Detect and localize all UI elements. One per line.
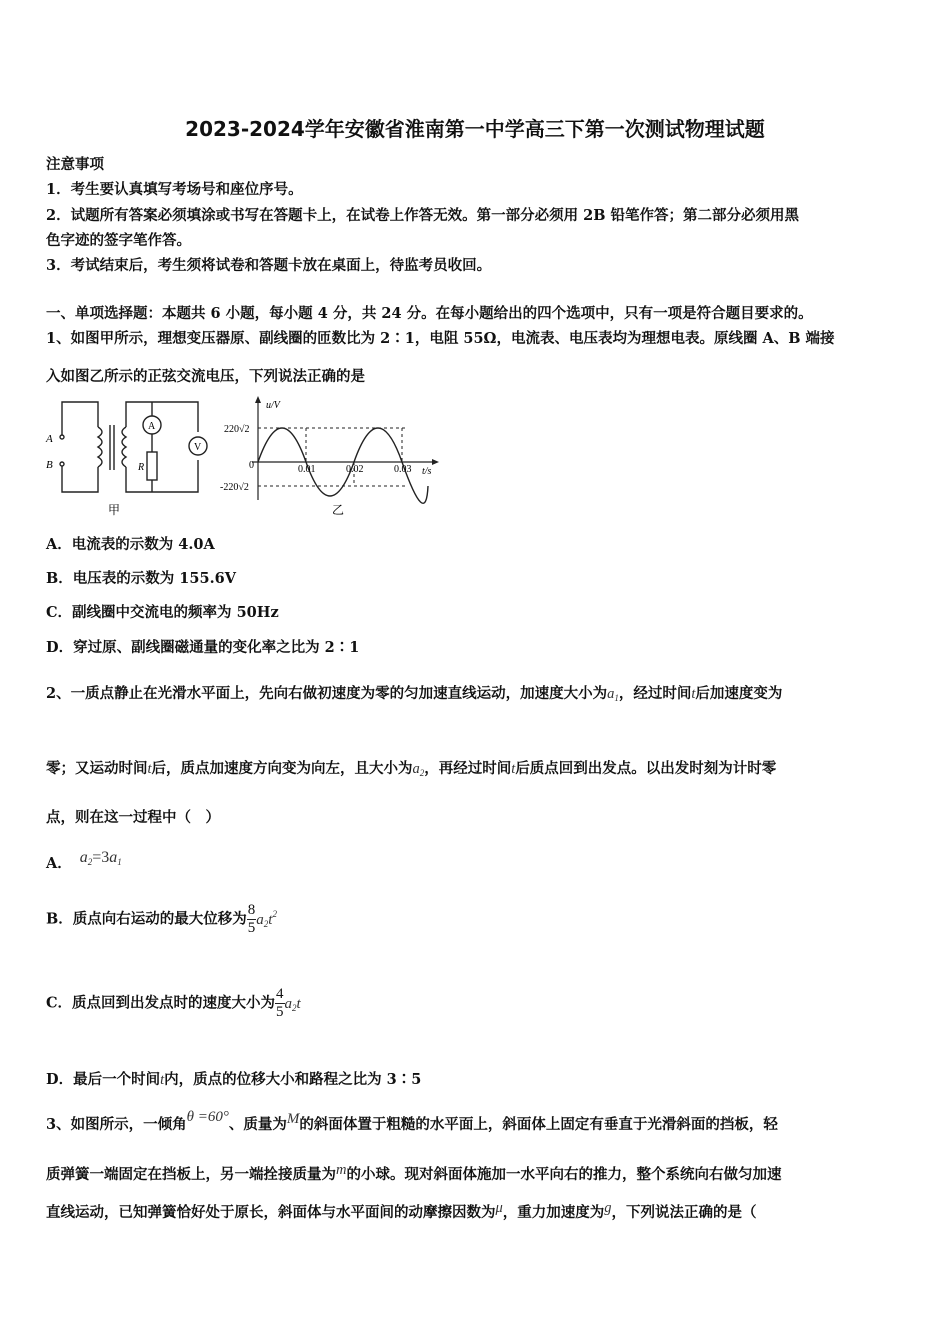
- option-c: C．副线圈中交流电的频率为 50Hz: [46, 604, 279, 621]
- figure-caption-right: 乙: [332, 503, 345, 517]
- text-run: 零；又运动时间: [46, 760, 148, 777]
- resistor-label: R: [138, 462, 145, 473]
- text-run: 2、一质点静止在光滑水平面上，先向右做初速度为零的匀加速直线运动，加速度大小为: [46, 685, 608, 702]
- expression: [285, 996, 301, 1012]
- ammeter-label: A: [148, 421, 156, 432]
- fraction: [275, 986, 285, 1021]
- page-title: 2023-2024学年安徽省淮南第一中学高三下第一次测试物理试题: [185, 117, 765, 141]
- origin-label: 0: [249, 460, 254, 471]
- symbol-mu: μ: [495, 1200, 503, 1216]
- text-run: ，再经过时间: [424, 760, 512, 777]
- q2-option-d: [46, 1068, 421, 1089]
- option-b: B．电压表的示数为 155.6V: [46, 570, 236, 587]
- figure-caption-left: 甲: [108, 503, 121, 517]
- subscript: 1: [614, 693, 619, 703]
- y-axis-label: u/V: [266, 400, 280, 411]
- symbol-a: a: [412, 761, 420, 777]
- text-run: 后质点回到出发点。以出发时刻为计时零: [515, 760, 777, 777]
- notice-heading: 注意事项: [46, 156, 104, 173]
- symbol-m-upper: M: [286, 1111, 300, 1127]
- symbol-a: a: [109, 849, 118, 866]
- question-1-text: 1、如图甲所示，理想变压器原、副线圈的匝数比为 2∶1，电阻 55Ω，电流表、电压表均为理想电表。原线圈 A、B 端接: [46, 330, 835, 347]
- symbol-t: t: [147, 761, 152, 777]
- denominator: 5: [276, 1004, 284, 1020]
- text-run: 3、如图所示，一倾角: [46, 1116, 187, 1133]
- symbol-a: a: [256, 911, 264, 928]
- equation-text: =3: [92, 849, 110, 866]
- section-heading: 一、单项选择题：本题共 6 小题，每小题 4 分，共 24 分。在每小题给出的四个选项中，只有一项是符合题目要求的。: [46, 305, 813, 322]
- option-d: D．穿过原、副线圈磁通量的变化率之比为 2∶1: [46, 639, 360, 656]
- q2-option-a: [46, 846, 122, 872]
- subscript: 2: [263, 918, 269, 929]
- y-min-label: -220√2: [220, 482, 249, 493]
- question-1-figure: [40, 392, 450, 522]
- symbol-t: t: [296, 995, 301, 1012]
- text-run: ，经过时间: [618, 685, 692, 702]
- expression: [256, 908, 277, 929]
- subscript: 2: [292, 1002, 297, 1013]
- question-3-text: [46, 1201, 757, 1222]
- x-axis-label: t/s: [422, 466, 432, 477]
- subscript: 1: [117, 857, 122, 867]
- subscript: 2: [87, 857, 93, 867]
- denominator: 5: [247, 920, 256, 936]
- terminal-b-label: B: [46, 459, 53, 471]
- symbol-g: g: [604, 1200, 612, 1216]
- symbol-a: a: [284, 995, 293, 1012]
- numerator: 8: [247, 902, 256, 918]
- subscript: 2: [419, 768, 425, 778]
- text-run: 后加速度变为: [695, 685, 783, 702]
- text-run: 的小球。现对斜面体施加一水平向右的推力，整个系统向右做匀加速: [346, 1166, 782, 1183]
- symbol: [607, 686, 619, 702]
- tick-label: 0.01: [298, 464, 316, 475]
- text-run: ，下列说法正确的是（: [611, 1204, 757, 1221]
- text-run: 内，质点的位移大小和路程之比为 3∶5: [164, 1071, 422, 1088]
- option-a: A．电流表的示数为 4.0A: [46, 536, 215, 553]
- symbol: [413, 761, 425, 777]
- symbol-a: a: [79, 849, 88, 866]
- notice-item: 2．试题所有答案必须填涂或书写在答题卡上，在试卷上作答无效。第一部分必须用 2B 铅笔作答；第二部分必须用黑: [46, 207, 800, 224]
- transformer-circuit: [60, 402, 207, 492]
- question-2-text: [46, 757, 776, 778]
- question-2-text: [46, 682, 782, 703]
- y-max-label: 220√2: [224, 424, 250, 435]
- text-run: B．质点向右运动的最大位移为: [46, 910, 247, 928]
- numerator: 4: [276, 986, 284, 1002]
- q2-option-b: [46, 902, 277, 937]
- text-run: 后，质点加速度方向变为向左，且大小为: [151, 760, 413, 777]
- symbol-a: a: [607, 686, 615, 702]
- symbol-t: t: [160, 1072, 165, 1088]
- terminal-a-label: A: [46, 433, 53, 445]
- notice-item: 1．考生要认真填写考场号和座位序号。: [46, 181, 303, 198]
- question-3-text: [46, 1163, 781, 1184]
- notice-item: 3．考试结束后，考生须将试卷和答题卡放在桌面上，待监考员收回。: [46, 257, 492, 274]
- tick-label: 0.02: [346, 464, 364, 475]
- text-run: 、质量为: [228, 1116, 287, 1133]
- equation: [80, 849, 122, 866]
- tick-label: 0.03: [394, 464, 412, 475]
- text-run: D．最后一个时间: [46, 1071, 161, 1088]
- voltmeter-label: V: [194, 442, 202, 453]
- notice-item: 色字迹的签字笔作答。: [46, 232, 191, 249]
- q2-option-c: [46, 986, 301, 1021]
- symbol-m: m: [336, 1162, 347, 1178]
- text-run: 的斜面体置于粗糙的水平面上，斜面体上固定有垂直于光滑斜面的挡板，轻: [299, 1116, 778, 1133]
- question-2-text: 点，则在这一过程中（ ）: [46, 809, 220, 826]
- text-run: ，重力加速度为: [502, 1204, 605, 1221]
- text-run: 直线运动，已知弹簧恰好处于原长，斜面体与水平面间的动摩擦因数为: [46, 1204, 496, 1221]
- text-run: 质弹簧一端固定在挡板上，另一端拴接质量为: [46, 1166, 336, 1183]
- fraction: [247, 902, 257, 937]
- question-1-text: 入如图乙所示的正弦交流电压，下列说法正确的是: [46, 368, 365, 385]
- symbol-t: t: [691, 686, 696, 702]
- theta-expression: θ =60°: [186, 1109, 229, 1125]
- symbol-t: t: [511, 761, 516, 777]
- superscript: 2: [272, 908, 277, 919]
- text-run: C．质点回到出发点时的速度大小为: [46, 994, 276, 1012]
- symbol-t: t: [268, 911, 273, 928]
- option-label: A．: [46, 855, 72, 872]
- question-3-text: [46, 1109, 778, 1134]
- voltage-graph: [252, 396, 439, 503]
